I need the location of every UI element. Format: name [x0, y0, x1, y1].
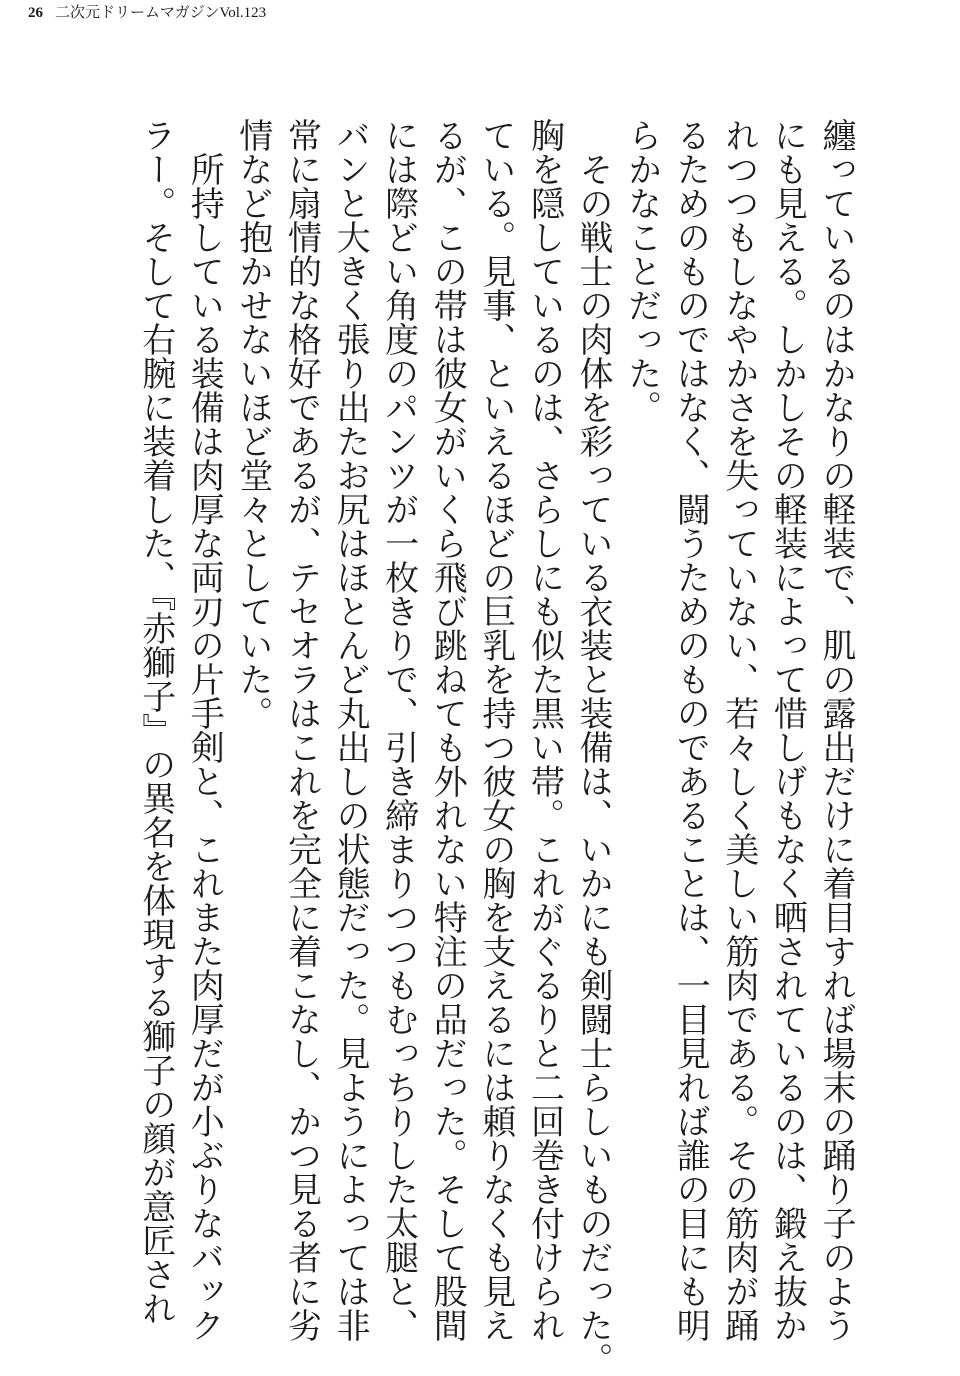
text-line: 情など抱かせないほど堂々としていた。: [232, 118, 273, 730]
vertical-body-text: [131, 118, 860, 1376]
text-line: その戦士の肉体を彩っている衣装と装備は、いかにも剣闘士らしいものだった。: [573, 118, 614, 1376]
magazine-title: 二次元ドリームマガジンVol.123: [55, 5, 267, 21]
text-line: ている。見事、といえるほどの巨乳を持つ彼女の胸を支えるには頼りなくも見え: [475, 118, 516, 1342]
text-line: 胸を隠しているのは、さらしにも似た黒い帯。これがぐるりと二回巻き付けられ: [524, 118, 565, 1342]
text-line: らかなことだった。: [621, 118, 662, 424]
page-number: 26: [28, 5, 43, 21]
text-line: には際どい角度のパンツが一枚きりで、引き締まりつつもむっちりした太腿と、: [378, 118, 419, 1342]
text-line: 纏っているのはかなりの軽装で、肌の露出だけに着目すれば場末の踊り子のよう: [816, 118, 856, 1342]
text-line: るが、この帯は彼女がいくら飛び跳ねても外れない特注の品だった。そして股間: [427, 118, 468, 1342]
text-line: ラー。そして右腕に装着した、『赤獅子』の異名を体現する獅子の顔が意匠され: [135, 118, 176, 1325]
text-line: れつつもしなやかさを失っていない、若々しく美しい筋肉である。その筋肉が踊: [718, 118, 759, 1342]
text-line: 常に扇情的な格好であるが、テセオラはこれを完全に着こなし、かつ見る者に劣: [281, 118, 322, 1342]
text-line: にも見える。しかしその軽装によって惜しげもなく晒されているのは、鍛え抜か: [767, 118, 808, 1342]
text-line: バンと大きく張り出たお尻はほとんど丸出しの状態だった。見ようによっては非: [330, 118, 371, 1342]
text-line: るためのものではなく、闘うためのものであることは、一目見れば誰の目にも明: [670, 118, 711, 1342]
page-header: [28, 4, 266, 22]
text-line: 所持している装備は肉厚な両刃の片手剣と、これまた肉厚だが小ぶりなバック: [184, 118, 225, 1342]
